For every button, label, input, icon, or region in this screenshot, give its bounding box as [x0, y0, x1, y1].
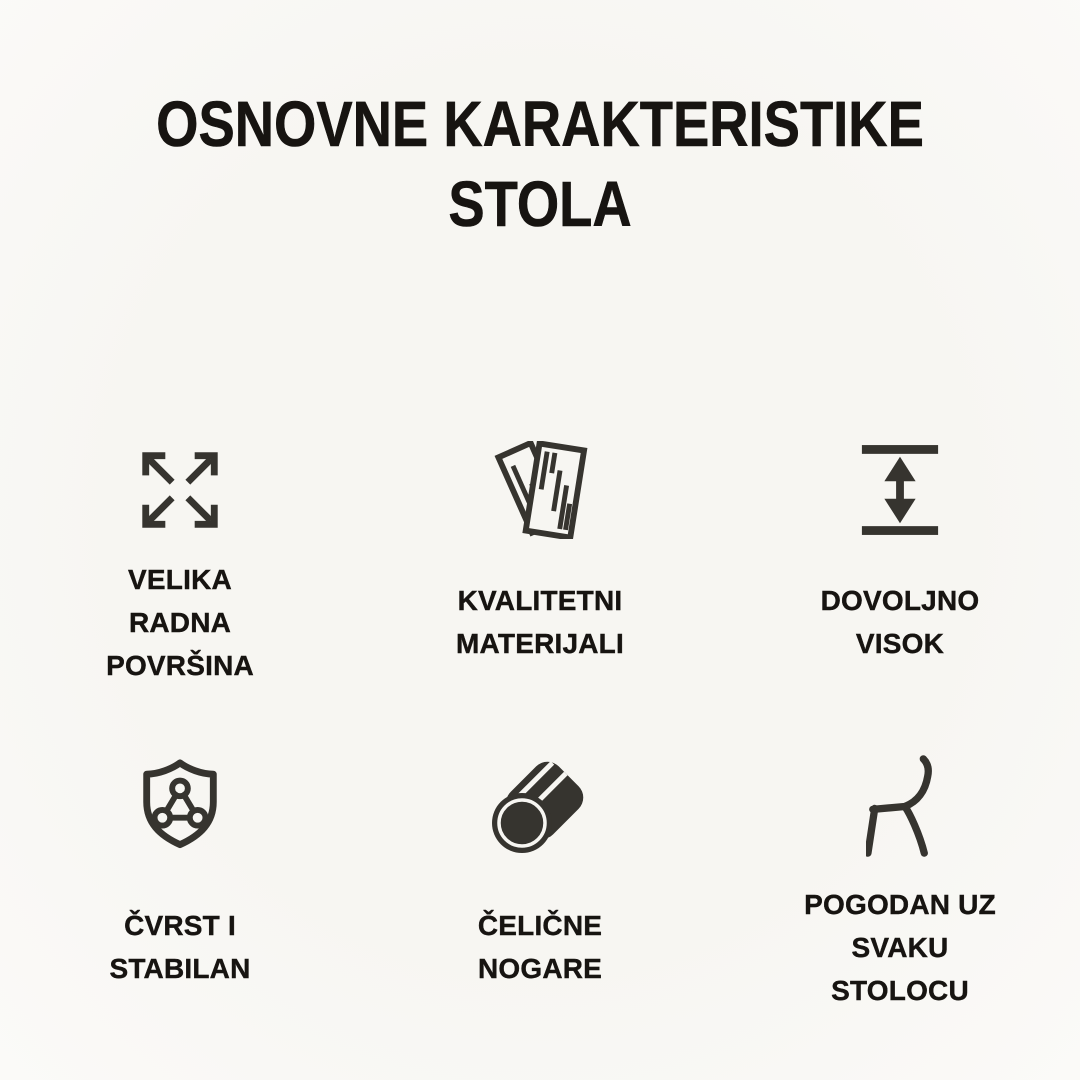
feature-label	[478, 877, 602, 1017]
feature-label-line: VISOK	[855, 628, 945, 659]
feature-label-line: DOVOLJNO	[820, 585, 980, 616]
feature-label-line: NOGARE	[477, 953, 603, 984]
feature-pogodan-uz-svaku-stolocu	[720, 745, 1080, 1017]
feature-velika-radna-povrsina	[0, 440, 360, 688]
material-boards-icon	[487, 440, 593, 540]
feature-label-line: ČVRST I	[124, 910, 236, 941]
features-grid	[0, 440, 1080, 1017]
feature-cvrst-i-stabilan	[0, 745, 360, 1017]
expand-arrows-icon	[133, 443, 227, 537]
feature-label	[821, 556, 980, 688]
feature-label-line: MATERIJALI	[456, 628, 624, 659]
feature-label	[456, 556, 624, 688]
steel-tube-icon	[484, 749, 596, 861]
feature-kvalitetni-materijali	[360, 440, 720, 688]
height-range-icon	[858, 440, 942, 540]
chair-icon	[866, 754, 934, 857]
shield-stability-icon	[129, 757, 231, 853]
feature-label	[106, 556, 254, 688]
page-title-line-2: STOLA	[448, 168, 632, 240]
feature-label-line: SVAKU	[851, 931, 949, 963]
feature-label-line: KVALITETNI	[457, 585, 623, 616]
height-range-icon	[858, 441, 942, 539]
page-title-line-1: OSNOVNE KARAKTERISTIKE	[156, 88, 924, 160]
feature-label-line: ČELIČNE	[477, 910, 603, 941]
feature-dovoljno-visok	[720, 440, 1080, 688]
material-boards-icon	[487, 441, 593, 539]
feature-label-line: STABILAN	[109, 953, 251, 984]
feature-celicne-nogare	[360, 745, 720, 1017]
feature-label	[109, 877, 250, 1017]
shield-stability-icon	[129, 745, 231, 865]
feature-label-line: VELIKA	[128, 563, 232, 595]
steel-tube-icon	[484, 745, 596, 865]
page-title	[0, 0, 1080, 244]
feature-label-line: POGODAN UZ	[804, 888, 996, 920]
feature-label	[804, 877, 996, 1017]
feature-label-line: STOLOCU	[831, 974, 969, 1006]
expand-arrows-icon	[133, 440, 227, 540]
feature-label-line: RADNA	[128, 606, 232, 638]
chair-icon	[866, 745, 934, 865]
feature-label-line: POVRŠINA	[106, 649, 254, 681]
